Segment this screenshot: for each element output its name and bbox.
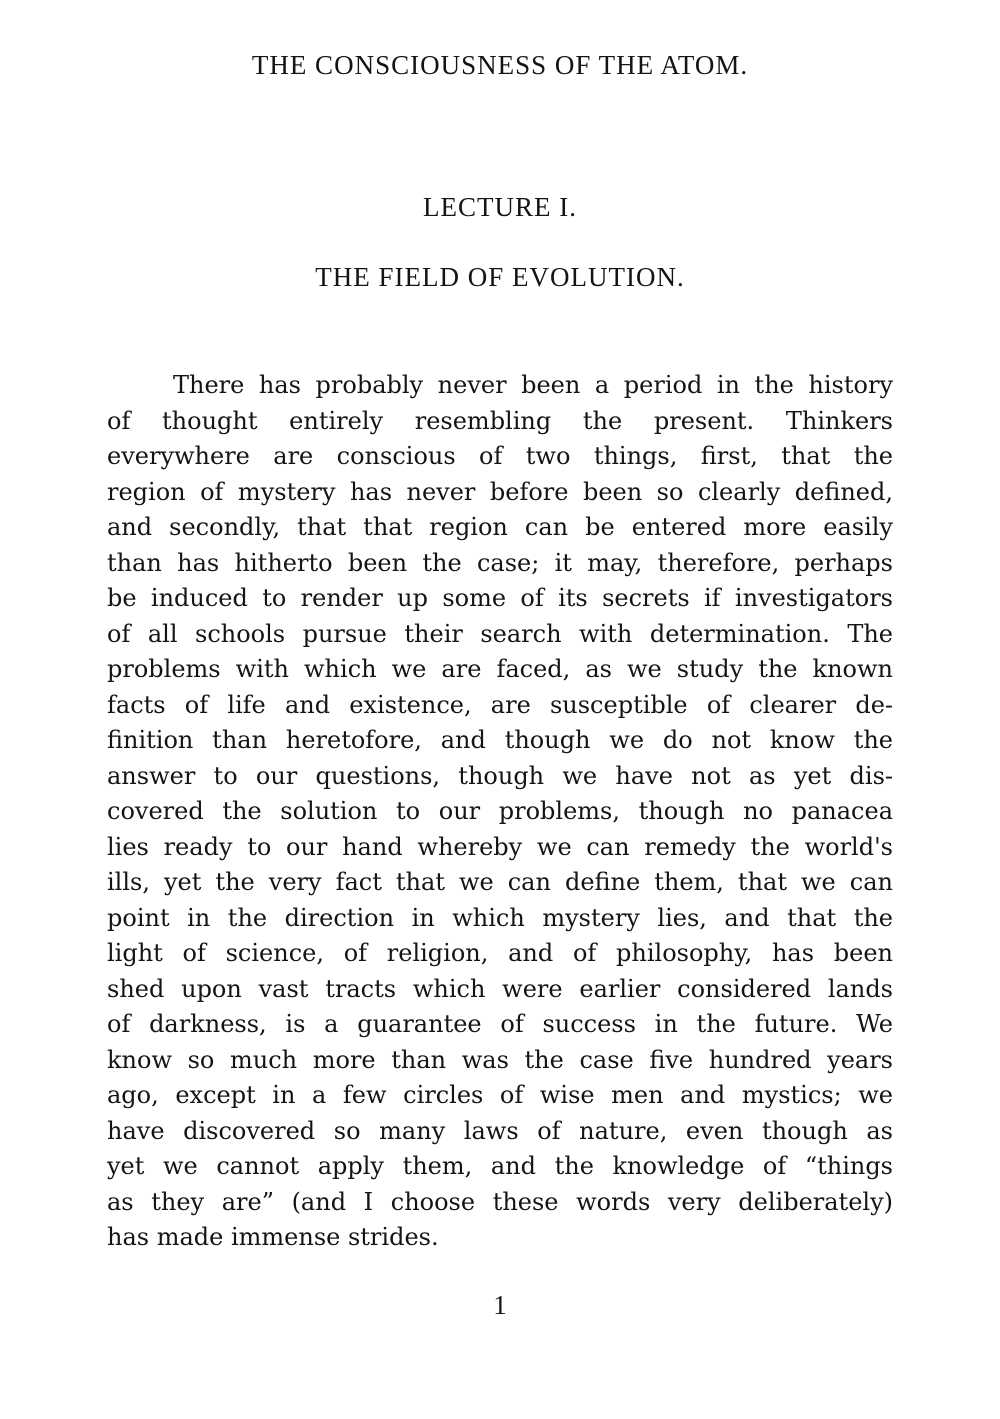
text-line: ills, yet the very fact that we can define them, that we can: [107, 868, 893, 896]
text-line: light of science, of religion, and of philosophy, has been: [107, 939, 893, 967]
text-line: yet we cannot apply them, and the knowledge of “things: [107, 1152, 893, 1180]
text-line: There has probably never been a period in the history: [173, 371, 893, 399]
text-line: facts of life and existence, are susceptible of clearer de-: [107, 690, 893, 719]
page-number: 1: [493, 1290, 507, 1320]
running-head: THE CONSCIOUSNESS OF THE ATOM.: [251, 50, 749, 80]
lecture-title: THE FIELD OF EVOLUTION.: [315, 262, 685, 292]
body-paragraph: [107, 368, 893, 1256]
text-line: finition than heretofore, and though we do not know the: [107, 726, 893, 754]
text-line: of darkness, is a guarantee of success in the future. We: [107, 1010, 893, 1038]
text-line: ago, except in a few circles of wise men and mystics; we: [107, 1081, 893, 1109]
text-line: know so much more than was the case five hundred years: [107, 1045, 893, 1074]
text-line: lies ready to our hand whereby we can remedy the world's: [107, 832, 893, 861]
text-line: problems with which we are faced, as we study the known: [107, 655, 893, 683]
text-line: and secondly, that that region can be entered more easily: [107, 513, 893, 541]
text-line: point in the direction in which mystery lies, and that the: [107, 903, 893, 932]
text-line: region of mystery has never before been so clearly defined,: [107, 477, 893, 506]
text-line: answer to our questions, though we have not as yet dis-: [107, 761, 893, 790]
text-line: of all schools pursue their search with determination. The: [107, 619, 893, 648]
lecture-number: LECTURE I.: [423, 192, 577, 222]
text-line: has made immense strides.: [107, 1223, 439, 1251]
text-line: be induced to render up some of its secrets if investigators: [107, 584, 893, 612]
text-line: of thought entirely resembling the present. Thinkers: [107, 406, 893, 435]
text-line: as they are” (and I choose these words very deliberately): [107, 1187, 893, 1216]
text-line: have discovered so many laws of nature, even though as: [107, 1116, 893, 1145]
text-line: covered the solution to our problems, though no panacea: [107, 797, 893, 825]
text-line: than has hitherto been the case; it may, therefore, perhaps: [107, 548, 893, 577]
text-line: everywhere are conscious of two things, first, that the: [107, 442, 893, 470]
text-line: shed upon vast tracts which were earlier considered lands: [107, 974, 893, 1003]
